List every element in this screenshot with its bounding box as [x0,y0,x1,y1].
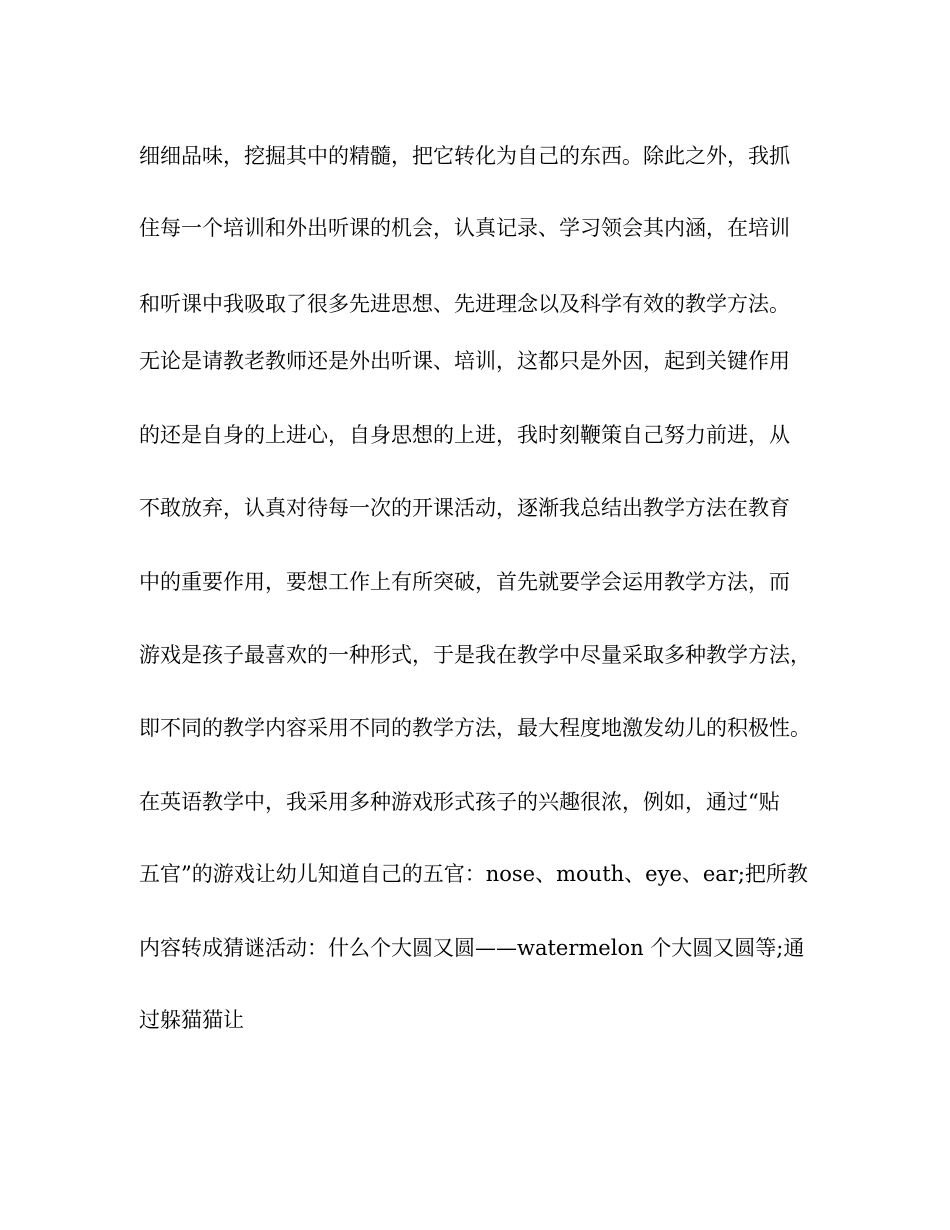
text-line: 在英语教学中，我采用多种游戏形式孩子的兴趣很浓，例如，通过“贴 [139,790,780,814]
text-line: 细细品味，挖掘其中的精髓，把它转化为自己的东西。除此之外，我抓 [139,144,790,168]
text-line: 的还是自身的上进心，自身思想的上进，我时刻鞭策自己努力前进，从 [139,423,790,447]
text-line: 内容转成猜谜活动：什么个大圆又圆——watermelon 个大圆又圆等;通 [139,936,805,960]
text-line: 五官”的游戏让幼儿知道自己的五官：nose、mouth、eye、ear;把所教 [139,862,808,886]
text-line: 中的重要作用，要想工作上有所突破，首先就要学会运用教学方法，而 [139,570,790,594]
text-line: 即不同的教学内容采用不同的教学方法，最大程度地激发幼儿的积极性。 [139,716,811,740]
text-line: 无论是请教老教师还是外出听课、培训，这都只是外因，起到关键作用 [139,349,790,373]
text-line: 不敢放弃，认真对待每一次的开课活动，逐渐我总结出教学方法在教育 [139,496,790,520]
text-line: 和听课中我吸取了很多先进思想、先进理念以及科学有效的教学方法。 [139,292,790,316]
text-line: 过躲猫猫让 [139,1008,244,1032]
text-line: 游戏是孩子最喜欢的一种形式，于是我在教学中尽量采取多种教学方法， [139,643,811,667]
text-line: 住每一个培训和外出听课的机会，认真记录、学习领会其内涵，在培训 [139,216,790,240]
